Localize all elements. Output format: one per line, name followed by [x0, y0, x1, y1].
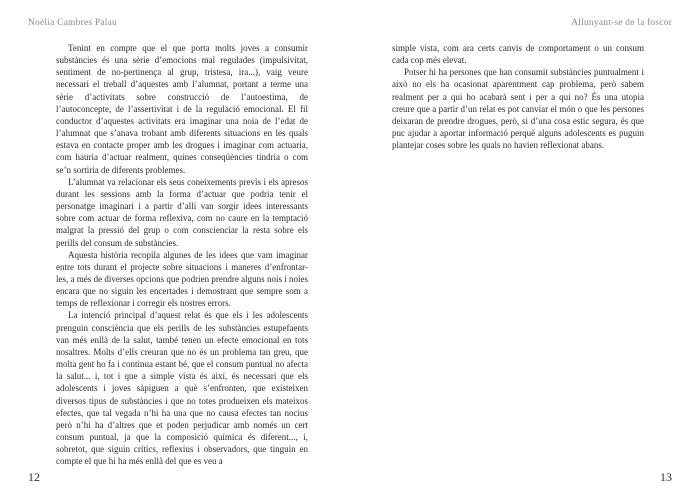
paragraph: Aquesta història recopila algunes de les idees que vam imaginar entre tots durant el projecte sobre situacions i maneres d’enfrontar-les, a més de diverses opcions que podrien prendre alguns nois i noies encara que no siguin les encertades i demostrant que sempre som a temps de reflexionar i corregir els nostres errors. [56, 249, 308, 309]
page-number: 13 [660, 470, 672, 484]
paragraph: L’alumnat va relacionar els seus coneixements previs i els apresos durant les sessions amb la forma d’actuar que podria tenir el personatge imaginari i a partir d’allí van sorgir idees interessants sobre com actuar de forma reflexiva, com no caure en la temptació malgrat la pressió del grup o com conscienciar la resta sobre els perills del consum de substàncies. [56, 176, 308, 248]
right-page [350, 0, 700, 500]
page-number: 12 [28, 470, 40, 484]
paragraph: simple vista, com ara certs canvis de comportament o un consum cada cop més elevat. [392, 43, 644, 66]
right-page-text [392, 42, 644, 151]
left-page-text [56, 42, 308, 467]
paragraph: Potser hi ha persones que han consumit substàncies puntualment i això no els ha ocasionat aparentment cap problema, però sabem realment per a qui ho acabarà sent i per a qui no? És una utopia creure que a partir d’un relat es pot canviar el món o que les persones deixaran de prendre drogues, però, si d’una cosa estic segura, és que puc ajudar a aportar informació perquè alguns adolescents es puguin plantejar coses sobre les quals no havien reflexionat abans. [392, 67, 644, 151]
paragraph: Tenint en compte que el que porta molts joves a consumir substàncies és una sèrie d’emocions mal regulades (impulsivitat, sentiment de no-pertinença al grup, tristesa, ira...), vaig veure necessari el treball d’aquestes amb l’alumnat, portant a terme una sèrie d’activitats sobre construcció de l’autoestima, de l’autoconcepte, de l’assertivitat i de la regulació emocional. El fil conductor d’aquestes activitats era imaginar una noia de l’edat de l’alumnat que s’anava trobant amb diferents situacions en les quals estava en contacte proper amb les drogues i imaginar com actuaria, com hauria d’actuar realment, quines conseqüències tindria o com se’n sortiria de diferents problemes. [56, 43, 308, 175]
paragraph: La intenció principal d’aquest relat és que els i les adolescents prenguin consciència que els perills de les substàncies estupefaents van més enllà de la salut, també tenen un efecte emocional en tots nosaltres. Molts d’ells creuran que no és un problema tan greu, que molta gent ho fa i continua estant bé, que el consum puntual no afecta la salut... i, tot i que a simple vista és així, és necessari que els adolescents i joves sàpiguen a què s’enfronten, que existeixen diversos tipus de substàncies i que no totes produeixen els mateixos efectes, que tal vegada n’hi ha una que no causa efectes tan nocius però n’hi ha d’altres que et poden perjudicar amb només un cert consum puntual, ja que la composició química és diferent..., i, sobretot, que siguin crítics, reflexius i observadors, que tinguin en compte el que hi ha més enllà del que es veu a [56, 310, 308, 467]
running-head-title: Allunyant-se de la foscor [571, 18, 672, 28]
running-head-author: Noèlia Cambres Palau [28, 18, 117, 28]
